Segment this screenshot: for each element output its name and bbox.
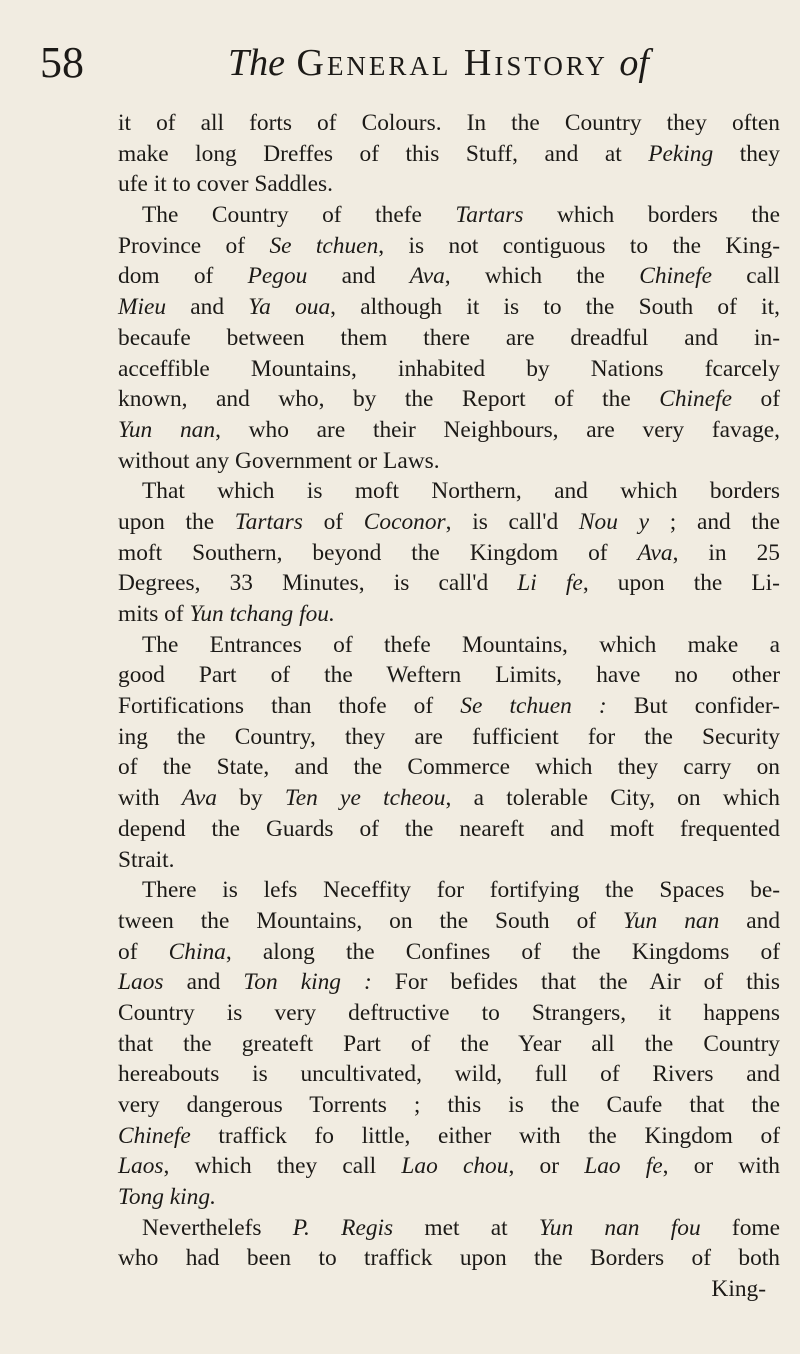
text-line <box>118 476 780 507</box>
italic-term: Lao fe <box>584 1153 663 1180</box>
text-run: they <box>713 140 780 167</box>
running-title-of: of <box>619 42 649 84</box>
text-run: by <box>216 785 285 812</box>
text-line <box>118 200 780 231</box>
text-run: good Part of the Weftern Limits, have no other <box>118 662 780 689</box>
text-line <box>118 845 780 876</box>
text-line <box>118 354 780 385</box>
text-line <box>118 875 780 906</box>
italic-term: Yun nan fou <box>538 1214 701 1241</box>
text-run: mits of <box>118 601 190 627</box>
text-line <box>118 722 780 753</box>
text-run: moft Southern, beyond the Kingdom of <box>118 539 638 566</box>
running-title-main: General History <box>296 42 608 84</box>
text-line <box>118 261 780 292</box>
text-run: There is lefs Neceffity for fortifying the Spaces be- <box>142 877 780 904</box>
italic-term: Tartars <box>234 508 303 535</box>
text-run: ufe it to cover Saddles. <box>118 171 334 198</box>
text-run: Country is very deftructive to Strangers, it happens <box>118 999 780 1026</box>
text-run: Province of <box>118 232 270 259</box>
italic-term: China <box>168 938 226 965</box>
text-run: That which is moft Northern, and which borders <box>142 478 780 505</box>
italic-term: Lao chou <box>401 1153 509 1180</box>
italic-term: Yun nan <box>623 907 720 934</box>
text-line <box>118 906 780 937</box>
italic-term: Se tchuen <box>269 232 379 259</box>
text-run: make long Dreffes of this Stuff, and at <box>118 140 649 167</box>
text-line <box>118 1243 780 1274</box>
text-line <box>118 1213 780 1244</box>
text-run: known, and who, by the Report of the <box>118 386 660 413</box>
text-run: Strait. <box>118 846 175 873</box>
text-line <box>118 139 780 170</box>
italic-term: Chinefe <box>659 386 732 413</box>
text-run: and <box>163 969 244 996</box>
text-line <box>118 507 780 538</box>
text-run: very dangerous Torrents ; this is the Caufe that the <box>118 1092 780 1118</box>
text-line <box>118 599 780 630</box>
text-run: , is call'd <box>445 508 579 535</box>
text-run: and <box>166 294 249 321</box>
italic-term: Peking <box>648 140 714 167</box>
italic-term: Tartars <box>455 202 524 229</box>
text-line <box>118 1182 780 1213</box>
text-run: met at <box>393 1214 539 1241</box>
text-run: Neverthelefs <box>142 1214 293 1241</box>
text-line <box>118 998 780 1029</box>
italic-term: Ton king : <box>243 969 372 996</box>
text-line <box>118 660 780 691</box>
italic-term: Ava <box>409 263 445 290</box>
text-line <box>118 630 780 661</box>
text-run: of <box>731 386 780 413</box>
text-run: , or <box>508 1153 585 1180</box>
text-line <box>118 783 780 814</box>
text-run: traffick fo little, either with the Kingdom of <box>190 1122 780 1149</box>
text-run: , in 25 <box>672 539 780 566</box>
running-title-the: The <box>228 42 285 84</box>
text-line <box>118 568 780 599</box>
italic-term: Tong king. <box>118 1184 216 1211</box>
text-run: of <box>118 938 169 965</box>
italic-term: Ya oua <box>248 294 331 321</box>
text-line <box>118 967 780 998</box>
text-line <box>118 415 780 446</box>
text-run: without any Government or Laws. <box>118 447 440 474</box>
italic-term: Chinefe <box>639 263 712 290</box>
text-run: , is not contiguous to the King- <box>378 232 780 259</box>
italic-term: Se tchuen : <box>460 693 607 720</box>
text-run: and <box>307 263 410 290</box>
text-line <box>118 384 780 415</box>
text-run: it of all forts of Colours. In the Country they often <box>118 110 780 136</box>
italic-term: Laos <box>118 1153 164 1180</box>
text-run: who had been to traffick upon the Borders of both <box>118 1245 780 1272</box>
text-run: dom of <box>118 263 248 290</box>
text-run: ing the Country, they are fufficient for the Security <box>118 723 780 750</box>
text-run: , or with <box>662 1153 780 1180</box>
text-line <box>118 1151 780 1182</box>
text-run: King- <box>711 1276 766 1303</box>
text-run: , upon the Li- <box>582 570 780 597</box>
text-line <box>118 1090 780 1121</box>
text-run: Degrees, 33 Minutes, is call'd <box>118 570 518 597</box>
text-line <box>118 108 780 139</box>
text-run: , who are their Neighbours, are very favage, <box>215 416 781 443</box>
text-run: call <box>711 263 781 290</box>
text-run: and <box>719 907 781 934</box>
text-run: of the State, and the Commerce which they carry on <box>118 754 780 781</box>
text-run: with <box>118 785 182 812</box>
page-number: 58 <box>40 38 84 87</box>
text-line <box>118 538 780 569</box>
text-run: The Country of thefe <box>142 202 456 229</box>
text-line <box>118 937 780 968</box>
italic-term: Nou y <box>578 508 650 535</box>
text-run: , which they call <box>163 1153 402 1180</box>
italic-term: Yun tchang fou. <box>189 601 335 627</box>
text-run: , which the <box>444 263 640 290</box>
text-run: , along the Confines of the Kingdoms of <box>225 938 780 965</box>
italic-term: Ava <box>637 539 673 566</box>
italic-term: Ten ye tcheou <box>284 785 446 812</box>
italic-term: Mieu <box>118 294 167 321</box>
text-line <box>118 1059 780 1090</box>
text-run: fome <box>700 1214 780 1241</box>
page-header <box>40 38 740 98</box>
italic-term: Yun nan <box>118 416 216 443</box>
text-run: tween the Mountains, on the South of <box>118 907 623 934</box>
text-line <box>118 323 780 354</box>
text-run: , although it is to the South of it, <box>330 294 780 321</box>
italic-term: Chinefe <box>118 1122 191 1149</box>
text-line <box>118 752 780 783</box>
body-text <box>118 108 780 1305</box>
text-line <box>118 814 780 845</box>
text-run: which borders the <box>523 202 780 229</box>
text-run: depend the Guards of the neareft and moft frequented <box>118 815 780 842</box>
text-line <box>118 231 780 262</box>
text-run: But confider- <box>606 693 780 720</box>
text-line <box>118 1121 780 1152</box>
text-line <box>118 292 780 323</box>
text-run: that the greateft Part of the Year all the Country <box>118 1030 780 1057</box>
italic-term: Pegou <box>247 263 308 290</box>
text-line <box>118 1274 780 1305</box>
italic-term: Coconor <box>363 508 446 535</box>
text-run: Fortifications than thofe of <box>118 693 461 720</box>
text-line <box>118 691 780 722</box>
italic-term: Ava <box>181 785 217 812</box>
italic-term: Li fe <box>517 570 583 597</box>
italic-term: Laos <box>118 969 164 996</box>
text-run: ; and the <box>649 508 781 535</box>
text-run: hereabouts is uncultivated, wild, full of Rivers and <box>118 1061 780 1088</box>
italic-term: P. Regis <box>292 1214 394 1241</box>
text-run: , a tolerable City, on which <box>445 785 781 812</box>
running-title <box>228 38 649 88</box>
text-run: of <box>302 508 364 535</box>
text-run: For befides that the Air of this <box>371 969 781 996</box>
text-run: acceffible Mountains, inhabited by Nations fcarcely <box>118 355 780 382</box>
text-line <box>118 446 780 477</box>
text-run: upon the <box>118 508 235 535</box>
text-line <box>118 169 780 200</box>
text-line <box>118 1029 780 1060</box>
text-run: becaufe between them there are dreadful and in- <box>118 324 780 351</box>
text-run: The Entrances of thefe Mountains, which make a <box>142 631 780 658</box>
